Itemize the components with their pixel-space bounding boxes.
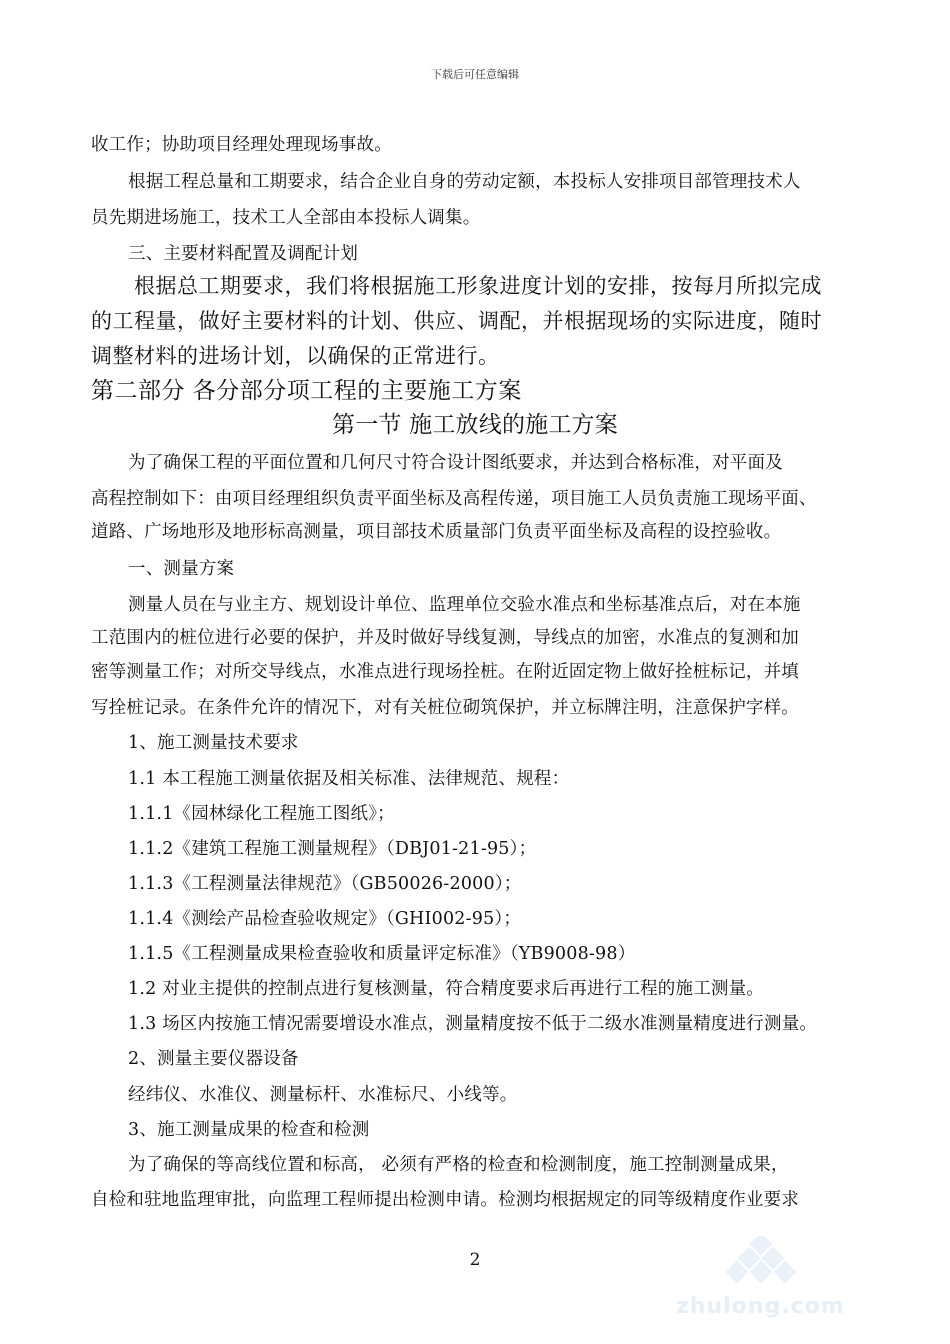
list-item: 1.1.2《建筑工程施工测量规程》（DBJ01-21-95）； bbox=[128, 839, 537, 859]
page-number: 2 bbox=[469, 1250, 481, 1270]
subsection-heading: 一、测量方案 bbox=[128, 559, 235, 579]
page-header: 下载后可任意编辑 bbox=[431, 68, 519, 81]
text-line: 为了确保工程的平面位置和几何尺寸符合设计图纸要求，并达到合格标准，对平面及 bbox=[128, 453, 783, 473]
text-line: 根据总工期要求，我们将根据施工形象进度计划的安排，按每月所拟完成 bbox=[134, 274, 822, 298]
subsection-heading: 1、施工测量技术要求 bbox=[128, 733, 299, 753]
subsection-heading: 3、施工测量成果的检查和检测 bbox=[128, 1120, 370, 1140]
text-line: 道路、广场地形及地形标高测量，项目部技术质量部门负责平面坐标及高程的设控验收。 bbox=[91, 522, 782, 542]
watermark-text: zhulong.com bbox=[676, 1294, 845, 1319]
list-item: 1.1.3《工程测量法律规范》（GB50026-2000）； bbox=[128, 874, 522, 894]
text-line: 写拴桩记录。在条件允许的情况下，对有关桩位砌筑保护，并立标牌注明，注意保护字样。 bbox=[91, 698, 799, 718]
text-line: 的工程量，做好主要材料的计划、供应、调配，并根据现场的实际进度，随时 bbox=[91, 309, 822, 333]
text-line: 经纬仪、水准仪、测量标杆、水准标尺、小线等。 bbox=[128, 1085, 518, 1105]
text-line: 收工作；协助项目经理处理现场事故。 bbox=[91, 135, 392, 155]
list-item: 1.3 场区内按施工情况需要增设水准点，测量精度按不低于二级水准测量精度进行测量。 bbox=[128, 1014, 818, 1034]
text-line: 高程控制如下：由项目经理组织负责平面坐标及高程传递，项目施工人员负责施工现场平面、 bbox=[91, 489, 817, 509]
list-item: 1.1.1《园林绿化工程施工图纸》； bbox=[128, 804, 395, 824]
subsection-heading: 2、测量主要仪器设备 bbox=[128, 1049, 299, 1069]
part-heading: 第二部分 各分部分项工程的主要施工方案 bbox=[91, 378, 522, 404]
list-item: 1.2 对业主提供的控制点进行复核测量，符合精度要求后再进行工程的施工测量。 bbox=[128, 979, 764, 999]
section-title: 第一节 施工放线的施工方案 bbox=[332, 412, 618, 438]
section-heading: 三、主要材料配置及调配计划 bbox=[128, 244, 359, 264]
list-item: 1.1 本工程施工测量依据及相关标准、法律规范、规程： bbox=[128, 769, 570, 789]
text-line: 密等测量工作；对所交导线点，水准点进行现场拴桩。在附近固定物上做好拴桩标记，并填 bbox=[91, 662, 799, 682]
text-line: 调整材料的进场计划，以确保的正常进行。 bbox=[91, 344, 500, 368]
list-item: 1.1.5《工程测量成果检查验收和质量评定标准》（YB9008-98） bbox=[128, 944, 636, 964]
text-line: 测量人员在与业主方、规划设计单位、监理单位交验水准点和坐标基准点后，对在本施 bbox=[128, 595, 801, 615]
watermark-logo-icon bbox=[716, 1236, 806, 1300]
list-item: 1.1.4《测绘产品检查验收规定》（GHI002-95）； bbox=[128, 909, 522, 929]
text-line: 根据工程总量和工期要求，结合企业自身的劳动定额，本投标人安排项目部管理技术人 bbox=[128, 172, 801, 192]
text-line: 自检和驻地监理审批，向监理工程师提出检测申请。检测均根据规定的同等级精度作业要求 bbox=[91, 1190, 799, 1210]
text-line: 工范围内的桩位进行必要的保护，并及时做好导线复测，导线点的加密，水准点的复测和加 bbox=[91, 628, 799, 648]
text-line: 员先期进场施工，技术工人全部由本投标人调集。 bbox=[91, 208, 481, 228]
text-line: 为了确保的等高线位置和标高， 必须有严格的检查和检测制度，施工控制测量成果， bbox=[128, 1155, 789, 1175]
